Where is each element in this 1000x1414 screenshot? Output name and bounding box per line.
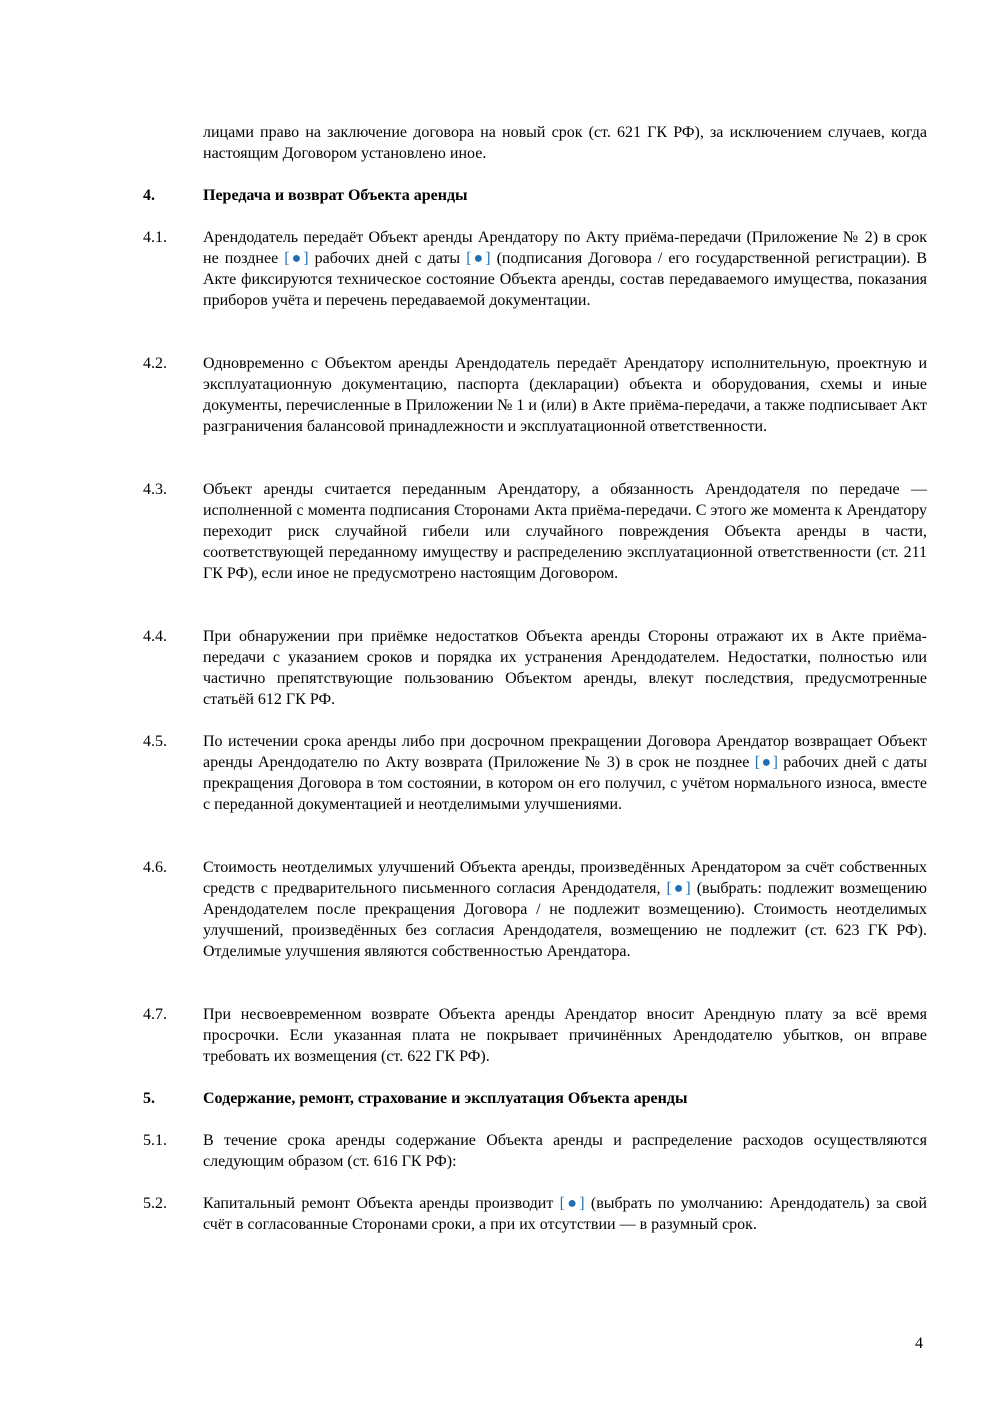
intro-paragraph: лицами право на заключение договора на новый срок (ст. 621 ГК РФ), за исключением случаев, когда настоящим Договором установлено иное. — [203, 124, 927, 162]
page-number: 4 — [915, 1335, 923, 1352]
clause-5-2-text: Капитальный ремонт Объекта аренды производит [●] (выбрать по умолчанию: Арендодатель) за свой счёт в согласованные Сторонами сроки, а при их отсутствии — в разумный срок. — [203, 1195, 927, 1233]
clause-4-2-text: Одновременно с Объектом аренды Арендодатель передаёт Арендатору исполнительную, проектную и эксплуатационную документацию, паспорта (декларации) объекта и оборудования, схемы и иные документы, перечисленные в Приложении № 1 и (или) в Акте приёма-передачи, а также подписывает Акт разграничения балансовой принадлежности и эксплуатационной ответственности. — [203, 355, 927, 435]
section-4-number: 4. — [143, 187, 155, 204]
section-5-title: Содержание, ремонт, страхование и эксплуатация Объекта аренды — [203, 1090, 688, 1107]
section-4-title: Передача и возврат Объекта аренды — [203, 187, 468, 204]
placeholder-marker: [●] — [666, 880, 691, 897]
placeholder-marker: [●] — [754, 754, 778, 771]
clause-4-6-number: 4.6. — [143, 859, 167, 876]
clause-5-1-text: В течение срока аренды содержание Объекта аренды и распределение расходов осуществляются следующим образом (ст. 616 ГК РФ): — [203, 1132, 927, 1170]
clause-4-4-text: При обнаружении при приёмке недостатков Объекта аренды Стороны отражают их в Акте приёма-передачи с указанием сроков и порядка их устранения Арендодателем. Недостатки, полностью или частично препятствующие пользованию Объектом аренды, влекут последствия, предусмотренные статьёй 612 ГК РФ. — [203, 628, 927, 708]
clause-5-2-number: 5.2. — [143, 1195, 167, 1212]
placeholder-marker: [●] — [559, 1195, 585, 1212]
clause-4-7-number: 4.7. — [143, 1006, 167, 1023]
clause-4-3-text: Объект аренды считается переданным Арендатору, а обязанность Арендодателя по передаче — исполненной с момента подписания Сторонами Акта приёма-передачи. С этого же момента к Арендатору переходит риск случайной гибели или случайного повреждения Объекта аренды в части, соответствующей переданному имуществу и распределению эксплуатационной ответственности (ст. 211 ГК РФ), если иное не предусмотрено настоящим Договором. — [203, 481, 927, 582]
clause-4-3-number: 4.3. — [143, 481, 167, 498]
clause-5-1-number: 5.1. — [143, 1132, 167, 1149]
section-5-number: 5. — [143, 1090, 155, 1107]
clause-4-4-number: 4.4. — [143, 628, 167, 645]
clause-4-2-number: 4.2. — [143, 355, 167, 372]
clause-4-7-text: При несвоевременном возврате Объекта аренды Арендатор вносит Арендную плату за всё время просрочки. Если указанная плата не покрывает причинённых Арендодателю убытков, он вправе требовать их возмещения (ст. 622 ГК РФ). — [203, 1006, 927, 1065]
placeholder-marker: [●] — [284, 250, 309, 267]
clause-4-5-text: По истечении срока аренды либо при досрочном прекращении Договора Арендатор возвращает Объект аренды Арендодателю по Акту возврата (Приложение № 3) в срок не позднее [●] рабочих дней с даты прекращения Договора в том состоянии, в котором он его получил, с учётом нормального износа, вместе с переданной документацией и неотделимыми улучшениями. — [203, 733, 927, 813]
clause-4-5-number: 4.5. — [143, 733, 167, 750]
clause-4-1-text: Арендодатель передаёт Объект аренды Арендатору по Акту приёма-передачи (Приложение № 2) в срок не позднее [●] рабочих дней с даты [●] (подписания Договора / его государственной регистрации). В Акте фиксируются техническое состояние Объекта аренды, состав передаваемого имущества, показания приборов учёта и перечень передаваемой документации. — [203, 229, 927, 309]
placeholder-marker: [●] — [466, 250, 491, 267]
clause-4-1-number: 4.1. — [143, 229, 167, 246]
clause-4-6-text: Стоимость неотделимых улучшений Объекта аренды, произведённых Арендатором за счёт собственных средств с предварительного письменного согласия Арендодателя, [●] (выбрать: подлежит возмещению Арендодателем после прекращения Договора / не подлежит возмещению). Стоимость неотделимых улучшений, произведённых без согласия Арендодателя, возмещению не подлежит (ст. 623 ГК РФ). Отделимые улучшения являются собственностью Арендатора. — [203, 859, 928, 960]
